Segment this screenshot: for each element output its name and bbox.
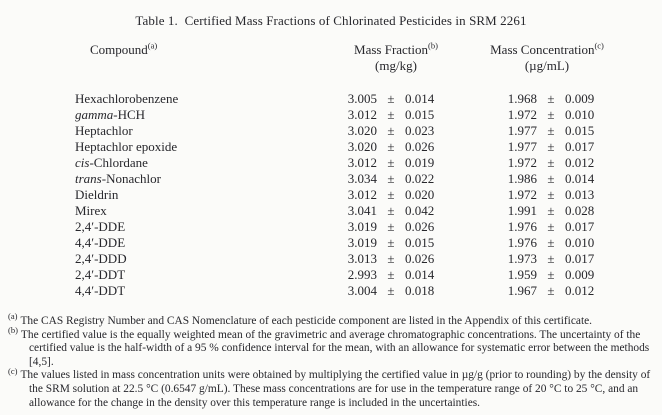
mass-fraction-uncertainty: 0.026 xyxy=(405,251,435,266)
plus-minus-symbol: ± xyxy=(387,267,395,282)
plus-minus-symbol: ± xyxy=(387,123,395,138)
compound-name xyxy=(75,267,325,283)
table-row xyxy=(75,187,662,203)
mass-fraction-value: 3.013 xyxy=(347,251,377,266)
compound-name-text: -Nonachlor xyxy=(101,171,161,186)
mass-fraction-value: 3.012 xyxy=(347,187,377,202)
compound-name xyxy=(75,139,325,155)
compound-name-text: -HCH xyxy=(113,107,146,122)
mass-concentration-value: 1.986 xyxy=(507,171,537,186)
table-row xyxy=(75,267,662,283)
table-row xyxy=(75,203,662,219)
mass-concentration-value: 1.972 xyxy=(507,155,537,170)
plus-minus-symbol: ± xyxy=(547,267,555,282)
plus-minus-symbol: ± xyxy=(547,139,555,154)
plus-minus-symbol: ± xyxy=(387,187,395,202)
mass-concentration-value: 1.991 xyxy=(507,203,537,218)
mass-fraction-value: 3.034 xyxy=(347,171,377,186)
mass-fraction-value: 3.019 xyxy=(347,219,377,234)
compound-name xyxy=(75,91,325,107)
plus-minus-symbol: ± xyxy=(387,155,395,170)
mass-concentration-value: 1.977 xyxy=(507,123,537,138)
compound-name-italic-prefix: trans xyxy=(75,171,102,186)
mass-fraction-uncertainty: 0.026 xyxy=(405,139,435,154)
mass-fraction-uncertainty: 0.018 xyxy=(405,283,435,298)
mass-concentration-uncertainty: 0.015 xyxy=(565,123,595,138)
mass-concentration-value: 1.976 xyxy=(507,219,537,234)
compound-name xyxy=(75,171,325,187)
mass-fraction-value: 3.019 xyxy=(347,235,377,250)
plus-minus-symbol: ± xyxy=(547,235,555,250)
compound-name-text: Mirex xyxy=(75,203,107,218)
compound-name xyxy=(75,235,325,251)
table-row xyxy=(75,219,662,235)
mass-concentration-uncertainty: 0.009 xyxy=(565,267,595,282)
footnote-c-marker: (c) xyxy=(8,365,18,376)
mass-concentration-uncertainty: 0.010 xyxy=(565,235,595,250)
compound-name xyxy=(75,187,325,203)
mass-fraction-value: 3.012 xyxy=(347,155,377,170)
mass-fraction-uncertainty: 0.042 xyxy=(405,203,435,218)
compound-name-text: 4,4′-DDT xyxy=(75,283,126,298)
plus-minus-symbol: ± xyxy=(547,203,555,218)
plus-minus-symbol: ± xyxy=(387,283,395,298)
compound-name xyxy=(75,219,325,235)
mass-fraction-uncertainty: 0.015 xyxy=(405,235,435,250)
footnote-a-text: The CAS Registry Number and CAS Nomenclature of each pesticide component are listed in the Appendix of this certificate. xyxy=(20,315,593,327)
footnotes-section xyxy=(8,311,656,410)
compound-name-italic-prefix: cis xyxy=(75,155,90,170)
footnote-a xyxy=(8,311,656,329)
plus-minus-symbol: ± xyxy=(547,155,555,170)
column-header-mass-concentration xyxy=(467,42,627,58)
mass-concentration-value: 1.976 xyxy=(507,235,537,250)
compound-name-text: Heptachlor epoxide xyxy=(75,139,178,154)
mass-fraction-uncertainty: 0.026 xyxy=(405,219,435,234)
table-header xyxy=(75,42,662,74)
table-body xyxy=(0,91,662,299)
compound-name-text: -Chlordane xyxy=(89,155,148,170)
mass-fraction-uncertainty: 0.020 xyxy=(405,187,435,202)
mass-concentration-uncertainty: 0.012 xyxy=(565,155,595,170)
compound-name xyxy=(75,283,325,299)
mass-concentration-value: 1.967 xyxy=(507,283,537,298)
table-row xyxy=(75,171,662,187)
table-row xyxy=(75,283,662,299)
mass-concentration-header-label: Mass Concentration xyxy=(490,42,595,57)
compound-name-text: Hexachlorobenzene xyxy=(75,91,179,106)
compound-name-text: 2,4′-DDE xyxy=(75,219,126,234)
footnote-c-text: The values listed in mass concentration units were obtained by multiplying the certified value in µg/g (prior to rounding) by the density of the SRM solution at 22.5 °C (0.6547 g/mL). These mass concentrations are for use in the temperature range of 20 °C to 25 °C, and an allowance for the change in the density over this temperature range is included in the uncertainties. xyxy=(20,369,651,409)
mass-concentration-uncertainty: 0.012 xyxy=(565,283,595,298)
compound-name xyxy=(75,251,325,267)
mass-concentration-value: 1.959 xyxy=(507,267,537,282)
compound-name-text: 4,4′-DDE xyxy=(75,235,126,250)
mass-concentration-value: 1.972 xyxy=(507,107,537,122)
mass-concentration-uncertainty: 0.014 xyxy=(565,171,595,186)
mass-fraction-uncertainty: 0.022 xyxy=(405,171,435,186)
compound-name-text: Heptachlor xyxy=(75,123,133,138)
mass-fraction-value: 3.020 xyxy=(347,123,377,138)
mass-concentration-value: 1.968 xyxy=(507,91,537,106)
compound-name-text: 2,4′-DDT xyxy=(75,267,126,282)
plus-minus-symbol: ± xyxy=(387,251,395,266)
mass-concentration-uncertainty: 0.013 xyxy=(565,187,595,202)
mass-concentration-uncertainty: 0.017 xyxy=(565,139,595,154)
compound-header-label: Compound xyxy=(90,42,148,57)
plus-minus-symbol: ± xyxy=(387,219,395,234)
plus-minus-symbol: ± xyxy=(387,235,395,250)
footnote-b-text: The certified value is the equally weighted mean of the gravimetric and average chromatographic concentrations. The uncertainty of the certified value is the half-width of a 95 % confidence interval for the mean, with an allowance for systematic error between the methods [4,5]. xyxy=(20,328,650,368)
compound-name-italic-prefix: gamma xyxy=(75,107,114,122)
plus-minus-symbol: ± xyxy=(547,219,555,234)
footnote-b-marker: (b) xyxy=(8,324,18,335)
mass-fraction-value: 2.993 xyxy=(347,267,377,282)
footnote-marker-b-ref: (b) xyxy=(428,40,438,51)
mass-fraction-uncertainty: 0.019 xyxy=(405,155,435,170)
mass-concentration-uncertainty: 0.010 xyxy=(565,107,595,122)
mass-fraction-uncertainty: 0.014 xyxy=(405,91,435,106)
footnote-b xyxy=(8,324,656,370)
table-row xyxy=(75,251,662,267)
mass-fraction-uncertainty: 0.023 xyxy=(405,123,435,138)
column-header-mass-fraction xyxy=(325,42,467,58)
plus-minus-symbol: ± xyxy=(387,107,395,122)
plus-minus-symbol: ± xyxy=(547,107,555,122)
mass-concentration-uncertainty: 0.009 xyxy=(565,91,595,106)
mass-concentration-uncertainty: 0.028 xyxy=(565,203,595,218)
plus-minus-symbol: ± xyxy=(387,203,395,218)
plus-minus-symbol: ± xyxy=(387,139,395,154)
plus-minus-symbol: ± xyxy=(547,91,555,106)
footnote-a-marker: (a) xyxy=(8,311,18,322)
mass-concentration-value: 1.973 xyxy=(507,251,537,266)
mass-fraction-header-label: Mass Fraction xyxy=(354,42,429,57)
plus-minus-symbol: ± xyxy=(547,123,555,138)
compound-name xyxy=(75,107,325,123)
mass-fraction-value: 3.004 xyxy=(347,283,377,298)
mass-fraction-uncertainty: 0.014 xyxy=(405,267,435,282)
mass-fraction-value: 3.020 xyxy=(347,139,377,154)
mass-fraction-value: 3.012 xyxy=(347,107,377,122)
mass-concentration-uncertainty: 0.017 xyxy=(565,219,595,234)
mass-fraction-value: 3.005 xyxy=(347,91,377,106)
footnote-c xyxy=(8,365,656,410)
table-row xyxy=(75,123,662,139)
plus-minus-symbol: ± xyxy=(547,283,555,298)
plus-minus-symbol: ± xyxy=(547,251,555,266)
mass-fraction-uncertainty: 0.015 xyxy=(405,107,435,122)
table-row xyxy=(75,91,662,107)
table-row xyxy=(75,235,662,251)
mass-fraction-unit: (mg/kg) xyxy=(375,58,417,73)
table-row xyxy=(75,155,662,171)
plus-minus-symbol: ± xyxy=(547,187,555,202)
mass-concentration-value: 1.972 xyxy=(507,187,537,202)
mass-fraction-value: 3.041 xyxy=(347,203,377,218)
compound-name xyxy=(75,123,325,139)
plus-minus-symbol: ± xyxy=(387,171,395,186)
compound-name-text: Dieldrin xyxy=(75,187,119,202)
compound-name-text: 2,4′-DDD xyxy=(75,251,127,266)
footnote-marker-c-ref: (c) xyxy=(594,40,604,51)
compound-name xyxy=(75,155,325,171)
footnote-marker-a-ref: (a) xyxy=(147,40,158,51)
table-row xyxy=(75,139,662,155)
compound-name xyxy=(75,203,325,219)
mass-concentration-unit: (µg/mL) xyxy=(524,58,570,73)
table-row xyxy=(75,107,662,123)
column-header-compound xyxy=(75,42,325,58)
plus-minus-symbol: ± xyxy=(387,91,395,106)
mass-concentration-value: 1.977 xyxy=(507,139,537,154)
plus-minus-symbol: ± xyxy=(547,171,555,186)
mass-concentration-uncertainty: 0.017 xyxy=(565,251,595,266)
table-title: Table 1. Certified Mass Fractions of Chlorinated Pesticides in SRM 2261 xyxy=(135,13,527,28)
